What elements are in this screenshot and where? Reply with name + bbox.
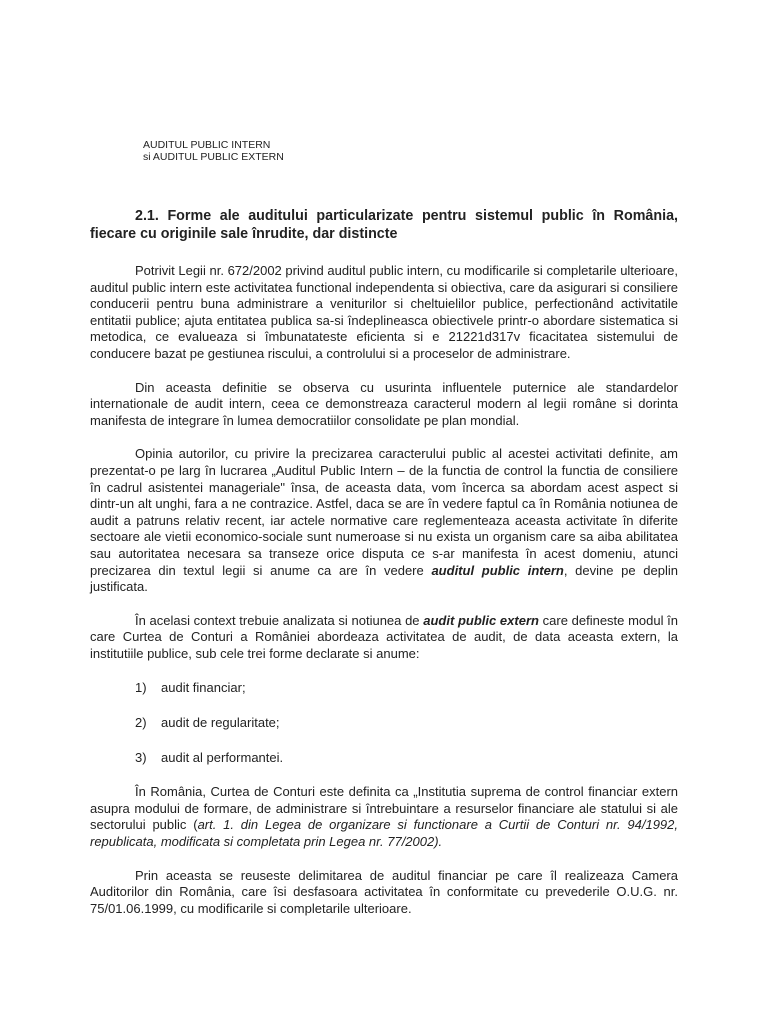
list-item (90, 680, 678, 697)
document-body (90, 207, 678, 917)
paragraph-5-citation: art. 1. din Legea de organizare si functionare a Curtii de Conturi nr. 94/1992, republicata, modificata si completata prin Legea nr. 77/2002). (90, 817, 679, 850)
list-item (90, 750, 678, 767)
list-text: audit de regularitate; (161, 715, 280, 731)
section-heading: 2.1. Forme ale auditului particularizate pentru sistemul public în România, fiecare cu originile sale înrudite, dar distincte (90, 208, 678, 242)
paragraph-4-end: care defineste modul în care Curtea de Conturi a României abordeaza activitatea de audit, de data aceasta extern, la institutiile publice, sub cele trei forme declarate si anume: (90, 612, 679, 661)
paragraph-4-emphasis: audit public extern (423, 612, 539, 628)
paragraph-4 (90, 613, 678, 663)
list-number: 3) (135, 749, 147, 765)
paragraph-3-end: , devine pe deplin justificata. (90, 562, 679, 595)
paragraph-6: Prin aceasta se reuseste delimitarea de auditul financiar pe care îl realizeaza Camera Auditorilor din România, care îsi desfasoara activitatea în conformitate cu prevederile O.U.G. nr. 75/01.06.1999, cu modificarile si completarile ulterioare. (90, 867, 678, 916)
list-item (90, 715, 678, 732)
paragraph-3-text: Opinia autorilor, cu privire la precizarea caracterului public al acestei activitati definite, am prezentat-o pe larg în lucrarea „Auditul Public Intern – de la functia de control la functia de consiliere în cadrul asistentei manageriale" însa, de aceasta data, vom încerca sa abordam acest aspect si dintr-un alt unghi, fara a ne contrazice. Astfel, daca se are în vedere faptul ca în România notiunea de audit a patruns relativ recent, iar actele normative care reglementeaza aceasta activitate în diferite sectoare ale vietii economico-sociale sunt numeroase si nu exista un organism care sa aiba abilitatea sau autoritatea necesara sa transeze orice disputa ce s-ar manifesta în acest domeniu, atunci precizarea din textul legii si anume ca are în vedere (90, 446, 678, 578)
paragraph-5-text: În România, Curtea de Conturi este definita ca „Institutia suprema de control financiar extern asupra modului de formare, de administrare si întrebuintare a resurselor financiare ale statului si ale sectorului public ( (90, 784, 678, 833)
document-header (143, 139, 284, 163)
list-text: audit al performantei. (161, 749, 284, 765)
paragraph-3-emphasis: auditul public intern (431, 562, 564, 578)
list-text: audit financiar; (161, 680, 246, 696)
paragraph-1: Potrivit Legii nr. 672/2002 privind auditul public intern, cu modificarile si completarile ulterioare, auditul public intern este activitatea functional independenta si obiectiva, care da asigurari si consiliere conducerii pentru buna administrare a veniturilor si cheltuielilor publice, perfectionând activitatile entitatii publice; ajuta entitatea publica sa-si îndeplineasca obiectivele printr-o abordare sistematica si metodica, ce evalueaza si îmbunatateste eficienta si e 21221d317v ficacitatea sistemului de conducere bazat pe gestiunea riscului, a controlului si a proceselor de administrare. (90, 263, 678, 361)
paragraph-4-text: În acelasi context trebuie analizata si notiunea de (135, 612, 424, 628)
header-line-2: si AUDITUL PUBLIC EXTERN (143, 151, 284, 163)
paragraph-3 (90, 446, 678, 595)
list-number: 2) (135, 715, 147, 731)
paragraph-2: Din aceasta definitie se observa cu usurinta influentele puternice ale standardelor internationale de audit intern, ceea ce demonstreaza caracterul modern al legii române si dorinta manifesta de integrare în lumea democratiilor consolidate pe plan mondial. (90, 379, 678, 428)
header-line-1: AUDITUL PUBLIC INTERN (143, 139, 271, 151)
paragraph-5 (90, 784, 678, 850)
list-number: 1) (135, 680, 147, 696)
